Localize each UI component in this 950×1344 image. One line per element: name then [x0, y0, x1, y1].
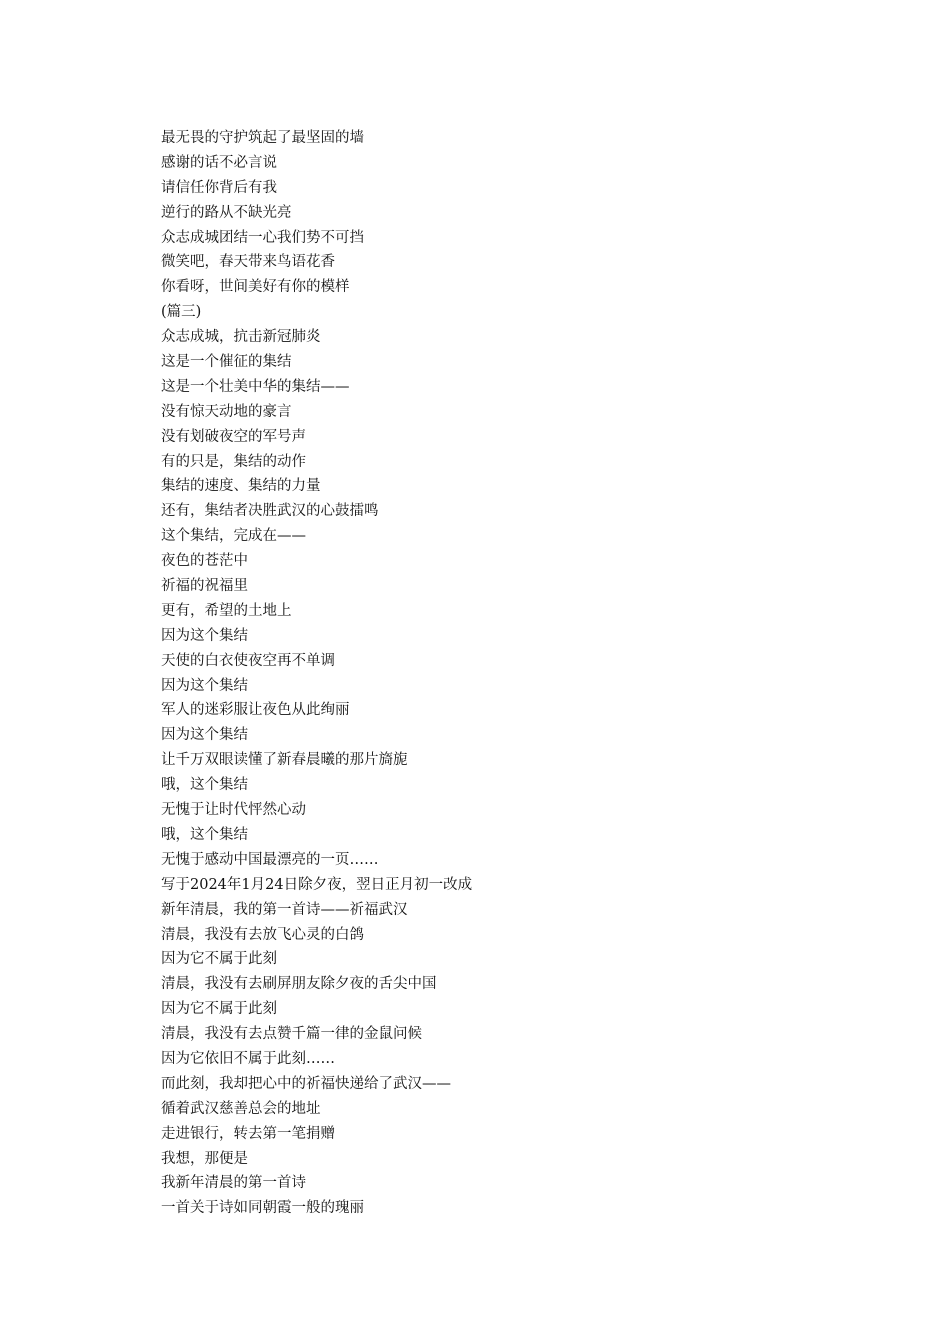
- poem-line: 微笑吧，春天带来鸟语花香: [161, 254, 335, 271]
- poem-line: 更有，希望的土地上: [161, 602, 292, 619]
- poem-line: 有的只是，集结的动作: [161, 453, 306, 470]
- poem-line: 因为它不属于此刻: [161, 951, 277, 968]
- poem-line: 让千万双眼读懂了新春晨曦的那片旖旎: [161, 752, 408, 769]
- poem-line: 感谢的话不必言说: [161, 154, 277, 171]
- poem-line: 走进银行，转去第一笔捐赠: [161, 1125, 335, 1142]
- poem-line: 清晨，我没有去点赞千篇一律的金鼠问候: [161, 1026, 422, 1043]
- poem-line: 还有，集结者决胜武汉的心鼓擂鸣: [161, 503, 379, 520]
- poem-line: 因为它依旧不属于此刻……: [161, 1050, 335, 1067]
- poem-line: 集结的速度、集结的力量: [161, 478, 321, 495]
- poem-line: 哦，这个集结: [161, 826, 248, 843]
- poem-line: 军人的迷彩服让夜色从此绚丽: [161, 702, 350, 719]
- poem-line: 没有划破夜空的军号声: [161, 428, 306, 445]
- poem-line: 天使的白衣使夜空再不单调: [161, 652, 335, 669]
- poem-line: 夜色的苍茫中: [161, 553, 248, 570]
- poem-line: 因为这个集结: [161, 677, 248, 694]
- poem-line: 新年清晨，我的第一首诗——祈福武汉: [161, 901, 408, 918]
- poem-line: 我想，那便是: [161, 1150, 248, 1167]
- poem-line: 因为这个集结: [161, 727, 248, 744]
- poem-line: (篇三): [161, 304, 202, 321]
- poem-line: 众志成城，抗击新冠肺炎: [161, 329, 321, 346]
- poem-line: 清晨，我没有去放飞心灵的白鸽: [161, 926, 364, 943]
- poem-line: 我新年清晨的第一首诗: [161, 1175, 306, 1192]
- poem-line: 无愧于让时代怦然心动: [161, 802, 306, 819]
- poem-line: 清晨，我没有去刷屏朋友除夕夜的舌尖中国: [161, 976, 437, 993]
- poem-line: 众志成城团结一心我们势不可挡: [161, 229, 364, 246]
- poem-line: 循着武汉慈善总会的地址: [161, 1100, 321, 1117]
- poem-line: 你看呀，世间美好有你的模样: [161, 279, 350, 296]
- poem-line: 没有惊天动地的豪言: [161, 403, 292, 420]
- poem-line: 请信任你背后有我: [161, 179, 277, 196]
- poem-text-block: [161, 126, 472, 1221]
- poem-line: 哦，这个集结: [161, 777, 248, 794]
- poem-line: 因为这个集结: [161, 627, 248, 644]
- poem-line: 写于2024年1月24日除夕夜，翌日正月初一改成: [161, 876, 473, 893]
- poem-line: 无愧于感动中国最漂亮的一页……: [161, 851, 379, 868]
- poem-line: 一首关于诗如同朝霞一般的瑰丽: [161, 1200, 364, 1217]
- poem-line: 祈福的祝福里: [161, 578, 248, 595]
- poem-line: 这是一个催征的集结: [161, 354, 292, 371]
- poem-line: 而此刻，我却把心中的祈福快递给了武汉——: [161, 1075, 451, 1092]
- poem-line: 因为它不属于此刻: [161, 1001, 277, 1018]
- poem-line: 最无畏的守护筑起了最坚固的墙: [161, 130, 364, 146]
- poem-line: 这个集结，完成在——: [161, 528, 306, 545]
- poem-line: 逆行的路从不缺光亮: [161, 204, 292, 221]
- poem-line: 这是一个壮美中华的集结——: [161, 378, 350, 395]
